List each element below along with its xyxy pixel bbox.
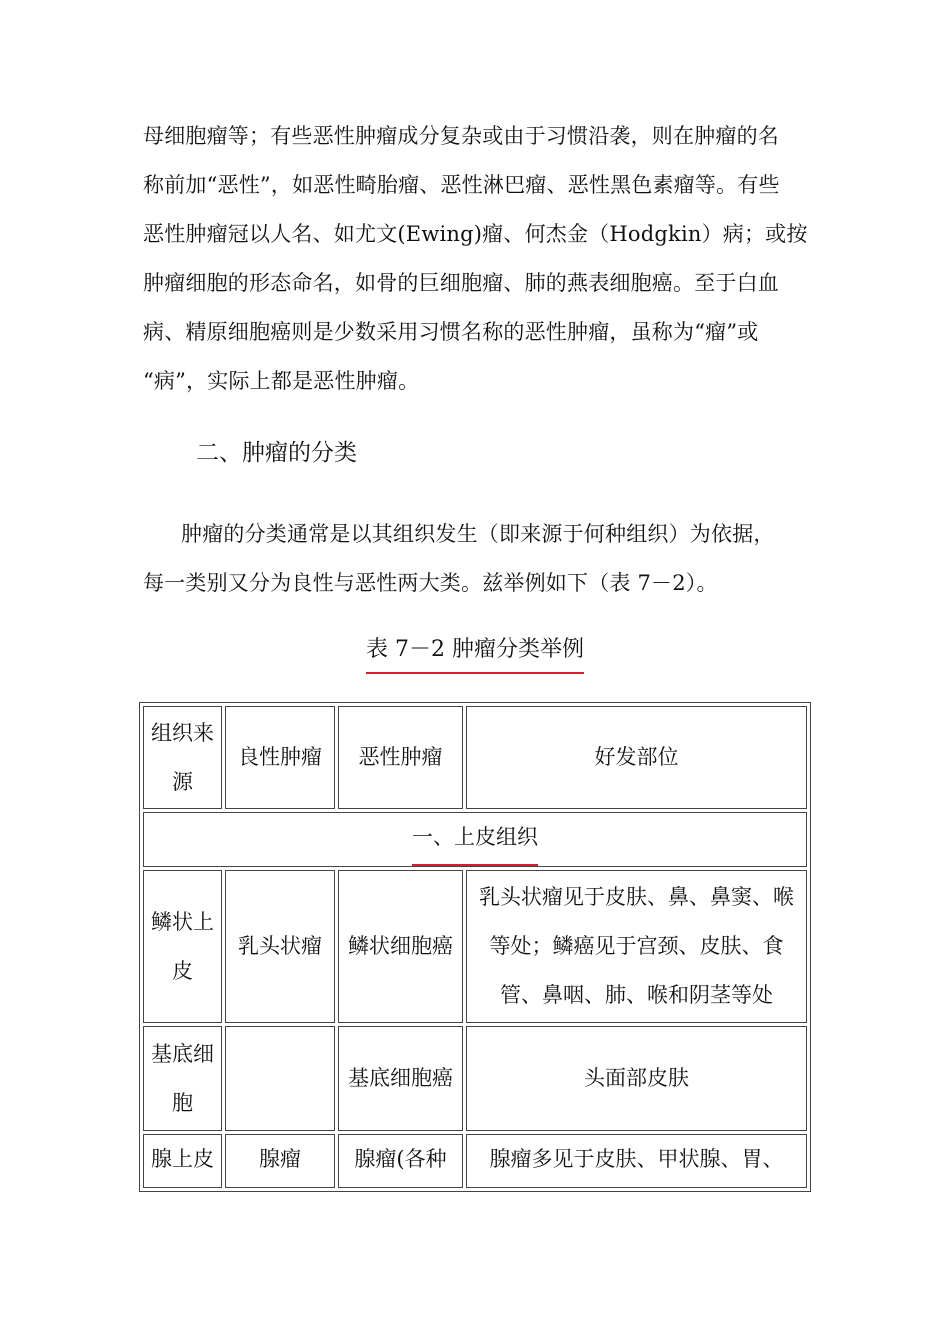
cell-malignant: 鳞状细胞癌 — [338, 870, 463, 1023]
paragraph-classification — [143, 510, 811, 608]
tumor-classification-table — [139, 702, 811, 1192]
cell-sites: 腺瘤多见于皮肤、甲状腺、胃、 — [466, 1134, 807, 1188]
table-header-row — [143, 706, 807, 809]
cell-sites: 乳头状瘤见于皮肤、鼻、鼻窦、喉等处；鳞癌见于宫颈、皮肤、食管、鼻咽、肺、喉和阴茎等处 — [466, 870, 807, 1023]
text-line: 肿瘤细胞的形态命名，如骨的巨细胞瘤、肺的燕表细胞癌。至于白血 — [143, 271, 779, 295]
header-benign: 良性肿瘤 — [225, 706, 335, 809]
text-line: 肿瘤的分类通常是以其组织发生（即来源于何种组织）为依据， — [181, 522, 775, 546]
table-caption: 表 7－2 肿瘤分类举例 — [366, 630, 584, 674]
table-row — [143, 1134, 807, 1188]
cell-sites: 头面部皮肤 — [466, 1026, 807, 1131]
text-line: 恶性肿瘤冠以人名、如尤文(Ewing)瘤、何杰金（Hodgkin）病；或按 — [143, 222, 808, 246]
section-epithelial-label: 一、上皮组织 — [412, 813, 538, 866]
section-epithelial — [143, 812, 807, 867]
header-malignant: 恶性肿瘤 — [338, 706, 463, 809]
cell-origin: 鳞状上皮 — [143, 870, 222, 1023]
cell-malignant: 腺瘤(各种 — [338, 1134, 463, 1188]
text-line: 称前加“恶性”，如恶性畸胎瘤、恶性淋巴瘤、恶性黑色素瘤等。有些 — [143, 173, 780, 197]
table-section-row — [143, 812, 807, 867]
table-row — [143, 1026, 807, 1131]
header-sites: 好发部位 — [466, 706, 807, 809]
section-heading: 二、肿瘤的分类 — [196, 440, 357, 466]
cell-benign: 乳头状瘤 — [225, 870, 335, 1023]
cell-malignant: 基底细胞癌 — [338, 1026, 463, 1131]
paragraph-naming — [143, 112, 811, 406]
text-line: “病”，实际上都是恶性肿瘤。 — [143, 369, 420, 393]
text-line: 每一类别又分为良性与恶性两大类。兹举例如下（表 7－2）。 — [143, 571, 718, 595]
cell-origin: 基底细胞 — [143, 1026, 222, 1131]
text-line: 病、精原细胞癌则是少数采用习惯名称的恶性肿瘤，虽称为“瘤”或 — [143, 320, 759, 344]
header-origin: 组织来源 — [143, 706, 222, 809]
table-row — [143, 870, 807, 1023]
table-caption-wrap — [0, 630, 950, 674]
cell-benign — [225, 1026, 335, 1131]
cell-benign: 腺瘤 — [225, 1134, 335, 1188]
cell-origin: 腺上皮 — [143, 1134, 222, 1188]
text-line: 母细胞瘤等；有些恶性肿瘤成分复杂或由于习惯沿袭，则在肿瘤的名 — [143, 124, 779, 148]
